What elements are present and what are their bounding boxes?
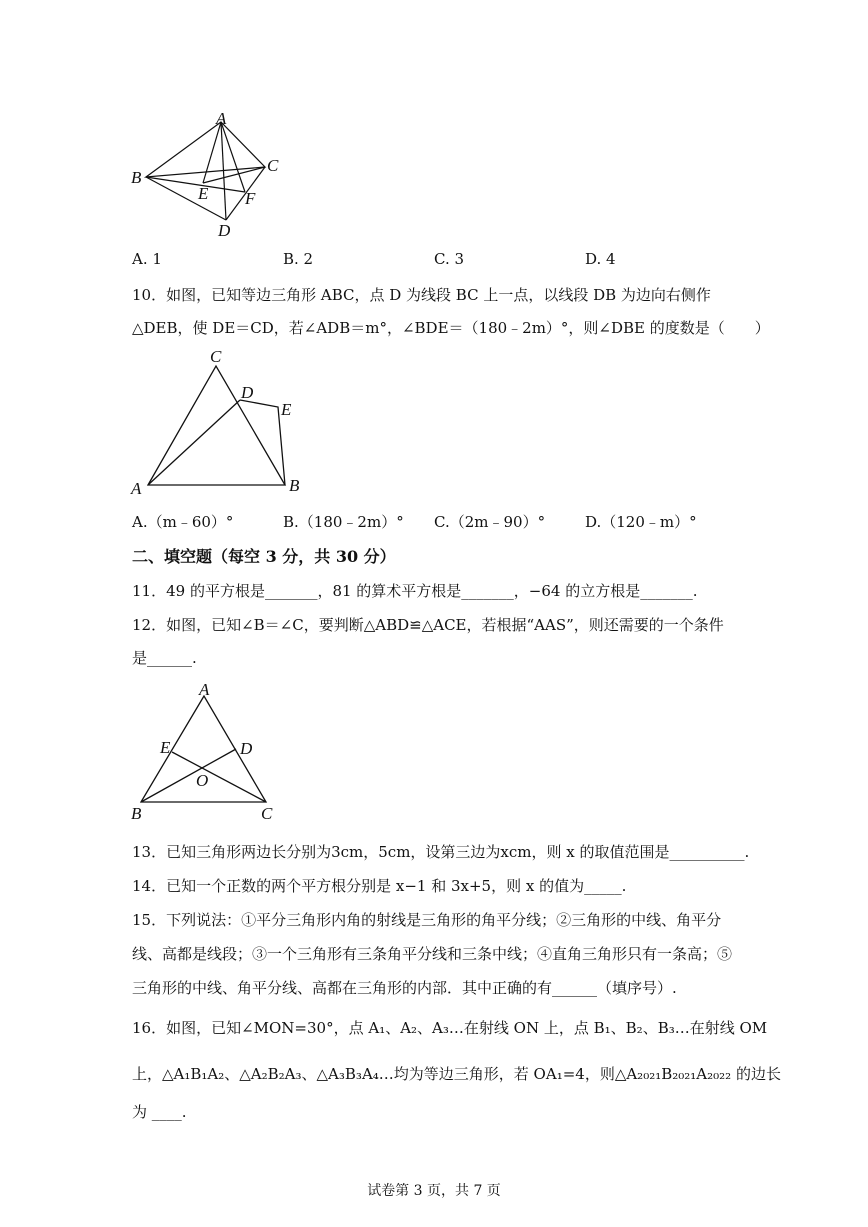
section-2-title: 二、填空题（每空 3 分，共 30 分） [132, 547, 396, 566]
label-A: A [131, 479, 142, 498]
label-E: E [160, 738, 171, 757]
q10-option-d: D.（120﹣m）° [585, 513, 697, 531]
q9-option-b: B. 2 [283, 250, 314, 268]
label-B: B [289, 476, 300, 495]
page-footer: 试卷第 3 页，共 7 页 [367, 1183, 501, 1199]
label-F: F [245, 189, 256, 208]
figure-q10 [128, 345, 313, 500]
q10-option-c: C.（2m﹣90）° [434, 513, 546, 531]
q14: 14．已知一个正数的两个平方根分别是 x−1 和 3x+5，则 x 的值为_____. [132, 877, 627, 895]
label-C: C [261, 804, 273, 823]
q10-option-b: B.（180﹣2m）° [283, 513, 404, 531]
label-C: C [267, 156, 279, 175]
label-C: C [210, 347, 222, 366]
q12-line1: 12．如图，已知∠B＝∠C，要判断△ABD≌△ACE，若根据“AAS”，则还需要的一个条件 [132, 616, 724, 634]
q15-line1: 15．下列说法：①平分三角形内角的射线是三角形的角平分线；②三角形的中线、角平分 [132, 911, 722, 929]
figure-q9 [128, 112, 288, 237]
q15-line2: 线、高都是线段；③一个三角形有三条角平分线和三条中线；④直角三角形只有一条高；⑤ [132, 945, 733, 963]
q15-line3: 三角形的中线、角平分线、高都在三角形的内部．其中正确的有______（填序号）. [132, 979, 677, 997]
q9-option-d: D. 4 [585, 250, 616, 268]
q10-line2: △DEB，使 DE＝CD，若∠ADB＝m°，∠BDE＝（180﹣2m）°，则∠DBE 的度数是（ ） [132, 319, 770, 337]
label-D: D [218, 221, 231, 237]
figure-q12 [128, 680, 278, 825]
q10-option-a: A.（m﹣60）° [132, 513, 234, 531]
label-O: O [196, 771, 209, 790]
label-A: A [199, 680, 210, 699]
label-D: D [240, 739, 253, 758]
q16-line2: 上，△A₁B₁A₂、△A₂B₂A₃、△A₃B₃A₄…均为等边三角形，若 OA₁=4，则△A₂₀₂₁B₂₀₂₁A₂₀₂₂ 的边长 [132, 1065, 781, 1083]
q16-line3: 为 ____. [132, 1103, 187, 1121]
q13: 13．已知三角形两边长分别为3cm，5cm，设第三边为xcm，则 x 的取值范围是__________. [132, 843, 750, 861]
q12-line2: 是______. [132, 649, 197, 667]
label-E: E [198, 184, 209, 203]
label-B: B [131, 168, 142, 187]
q11: 11．49 的平方根是_______，81 的算术平方根是_______，−64 的立方根是_______. [132, 582, 698, 600]
q10-line1: 10．如图，已知等边三角形 ABC，点 D 为线段 BC 上一点，以线段 DB 为边向右侧作 [132, 286, 711, 304]
label-E: E [281, 400, 292, 419]
q10-options [132, 511, 732, 531]
q9-option-a: A. 1 [132, 250, 162, 268]
q9-option-c: C. 3 [434, 250, 465, 268]
q9-options [132, 250, 732, 270]
q16-line1: 16．如图，已知∠MON=30°，点 A₁、A₂、A₃…在射线 ON 上，点 B₁、B₂、B₃…在射线 OM [132, 1019, 768, 1037]
label-D: D [241, 383, 254, 402]
label-B: B [131, 804, 142, 823]
label-A: A [216, 112, 227, 128]
